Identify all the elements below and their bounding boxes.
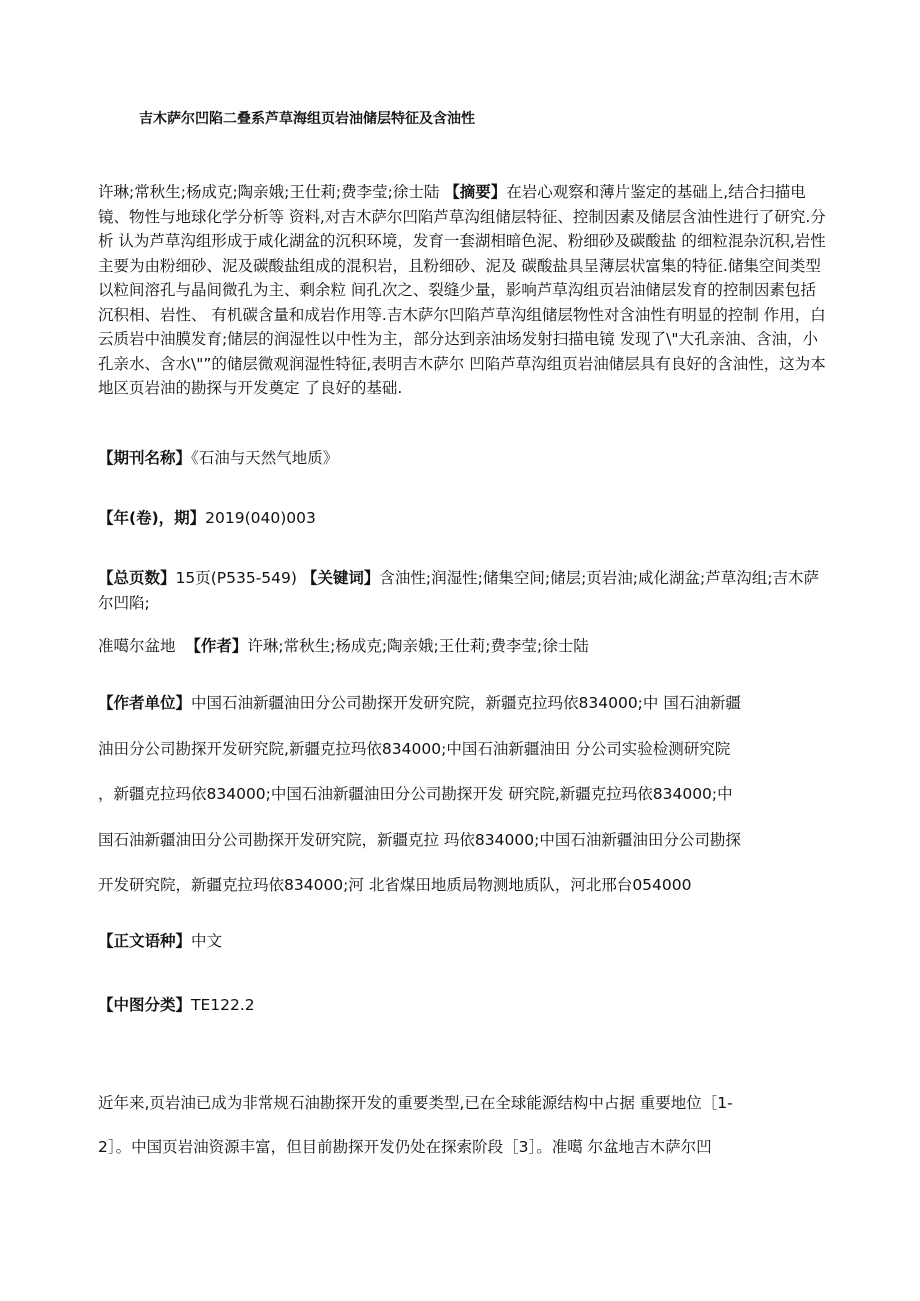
body-line: 2］。中国页岩油资源丰富，但目前勘探开发仍处在探索阶段［3］。准噶 尔盆地吉木萨尔凹 <box>98 1138 712 1156</box>
journal-line <box>98 446 828 470</box>
keywords-label: 【关键词】 <box>301 569 380 587</box>
journal-label: 【期刊名称】 <box>98 449 192 467</box>
author-line <box>98 634 828 658</box>
affiliation-line: 开发研究院，新疆克拉玛依834000;河 北省煤田地质局物测地质队，河北邢台054000 <box>98 876 692 894</box>
affiliation-block <box>98 689 828 917</box>
journal-value: 《石油与天然气地质》 <box>191 449 339 467</box>
affiliation-label: 【作者单位】 <box>98 694 192 712</box>
keywords-value: 含油性;润湿性;储集空间;储层;页岩油;咸化湖盆;芦草沟组;吉木萨尔凹陷; <box>98 569 819 612</box>
body-line: 近年来,页岩油已成为非常规石油勘探开发的重要类型,已在全球能源结构中占据 重要地位［1- <box>98 1094 733 1112</box>
year-issue-value: 2019(040)003 <box>205 509 316 527</box>
affiliation-line: ，新疆克拉玛依834000;中国石油新疆油田分公司勘探开发 研究院,新疆克拉玛依834000;中 <box>98 785 733 803</box>
abstract-label: 【摘要】 <box>444 183 507 201</box>
pages-keywords-paragraph <box>98 566 828 616</box>
author-value: 许琳;常秋生;杨成克;陶亲娥;王仕莉;费李莹;徐士陆 <box>247 637 589 655</box>
year-issue-label: 【年(卷)，期】 <box>98 509 206 527</box>
year-issue-line <box>98 506 828 530</box>
body-paragraph <box>98 1089 828 1177</box>
author-list: 许琳;常秋生;杨成克;陶亲娥;王仕莉;费李莹;徐士陆 <box>98 183 440 201</box>
language-label: 【正文语种】 <box>98 932 192 950</box>
pages-value: 15页(P535-549) <box>175 569 297 587</box>
language-line <box>98 929 828 953</box>
affiliation-line: 国石油新疆油田分公司勘探开发研究院，新疆克拉 玛依834000;中国石油新疆油田分公司勘探 <box>98 830 741 849</box>
pages-label: 【总页数】 <box>98 569 176 587</box>
author-label: 【作者】 <box>185 637 248 655</box>
abstract-paragraph <box>98 180 828 401</box>
classification-label: 【中图分类】 <box>98 996 192 1014</box>
classification-value: TE122.2 <box>191 996 255 1014</box>
author-line-prefix: 准噶尔盆地 <box>98 637 176 655</box>
language-value: 中文 <box>191 932 223 950</box>
affiliation-line: 【作者单位】中国石油新疆油田分公司勘探开发研究院，新疆克拉玛依834000;中 国石油新疆 <box>98 694 741 712</box>
classification-line <box>98 993 828 1017</box>
abstract-text: 在岩心观察和薄片鉴定的基础上,结合扫描电镜、物性与地球化学分析等 资料,对吉木萨尔凹陷芦草沟组储层特征、控制因素及储层含油性进行了研究.分析 认为芦草沟组形成于咸化湖盆的沉积环境，发育一套湖相暗色泥、粉细砂及碳酸盐 的细粒混杂沉积,岩性主要为由粉细砂、泥及碳酸盐组成的混积岩，且粉细砂、泥及 碳酸盐具呈薄层状富集的特征.储集空间类型以粒间溶孔与晶间微孔为主、剩余粒 间孔次之、裂缝少量，影响芦草沟组页岩油储层发育的控制因素包括沉积相、岩性、 有机碳含量和成岩作用等.吉木萨尔凹陷芦草沟组储层物性对含油性有明显的控制 作用，白云质岩中油膜发育;储层的润湿性以中性为主，部分达到亲油场发射扫描电镜 发现了\"大孔亲油、含油，小孔亲水、含水\"”的储层微观润湿性特征,表明吉木萨尔 凹陷芦草沟组页岩油储层具有良好的含油性，这为本地区页岩油的勘探与开发奠定 了良好的基础. <box>98 183 826 397</box>
affiliation-line: 油田分公司勘探开发研究院,新疆克拉玛依834000;中国石油新疆油田 分公司实验检测研究院 <box>98 739 731 758</box>
document-title: 吉木萨尔凹陷二叠系芦草海组页岩油储层特征及含油性 <box>139 111 475 127</box>
